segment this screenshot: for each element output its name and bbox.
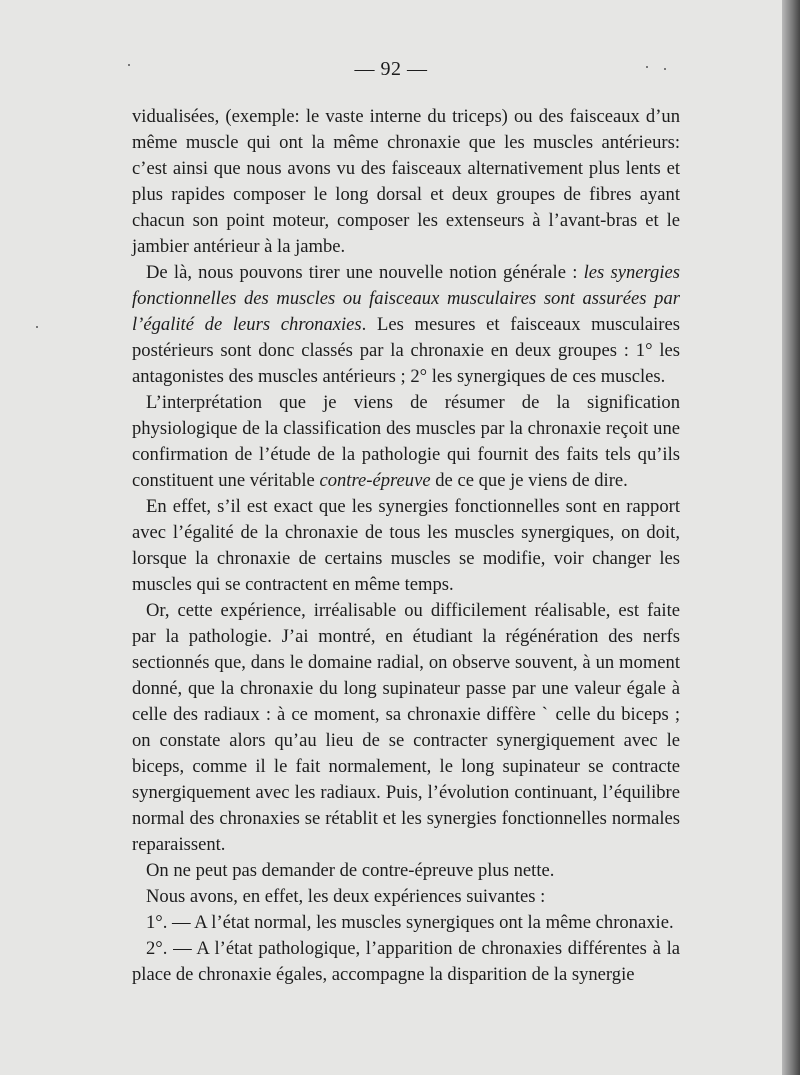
scan-speck <box>646 66 648 68</box>
paragraph-9-text: 2°. — A l’état pathologique, l’apparition de chronaxies différentes à la place de chronaxie égales, accompagne la disparition de la synergie <box>132 938 680 985</box>
paragraph-5 <box>132 598 680 858</box>
paragraph-8 <box>132 910 680 936</box>
paragraph-2-italic-rule: les synergies fonctionnelles des muscles ou faisceaux musculaires sont assurées par l’égalité de leurs chronaxies <box>132 262 680 335</box>
page-edge-shadow <box>782 0 800 1075</box>
paragraph-2 <box>132 260 680 390</box>
paragraph-8-text: 1°. — A l’état normal, les muscles synergiques ont la même chronaxie. <box>146 912 674 933</box>
paragraph-5-text: Or, cette expérience, irréalisable ou difficilement réalisable, est faite par la pathologie. J’ai montré, en étudiant la régénération des nerfs sectionnés que, dans le domaine radial, on observe souvent, à un moment donné, que la chronaxie du long supinateur passe par une valeur égale à celle des radiaux : à ce moment, sa chronaxie diffère ˋ celle du biceps ; on constate alors qu’au lieu de se contracter synergiquement avec le biceps, comme il le fait normalement, le long supinateur se contracte synergiquement avec les radiaux. Puis, l’évolution continuant, l’équilibre normal des chronaxies se rétablit et les synergies fonctionnelles normales reparaissent. <box>132 600 680 855</box>
paragraph-4 <box>132 494 680 598</box>
scan-speck <box>664 68 666 70</box>
scan-speck <box>36 326 38 328</box>
page-number: — 92 — <box>354 58 428 80</box>
paragraph-7 <box>132 884 680 910</box>
paragraph-4-text: En effet, s’il est exact que les synergies fonctionnelles sont en rapport avec l’égalité de la chronaxie de tous les muscles synergiques, on doit, lorsque la chronaxie de certains muscles se modifie, voir changer les muscles qui se contractent en même temps. <box>132 496 680 595</box>
paragraph-6-text: On ne peut pas demander de contre-épreuve plus nette. <box>146 860 555 881</box>
paragraph-1-text: vidualisées, (exemple: le vaste interne du triceps) ou des faisceaux d’un même muscle qui ont la même chronaxie que les muscles antérieurs: c’est ainsi que nous avons vu des faisceaux alternativement plus lents et plus rapides composer le long dorsal et deux groupes de fibres ayant chacun son point moteur, composer les extenseurs à l’avant-bras et le jambier antérieur à la jambe. <box>132 106 680 257</box>
paragraph-2-text-a: De là, nous pouvons tirer une nouvelle notion générale : <box>146 262 584 283</box>
paragraph-9 <box>132 936 680 988</box>
body-text <box>132 104 680 988</box>
paragraph-3-italic-term: contre-épreuve <box>319 470 431 491</box>
paragraph-7-text: Nous avons, en effet, les deux expériences suivantes : <box>146 886 546 907</box>
paragraph-1 <box>132 104 680 260</box>
paragraph-3-text-a: L’interprétation que je viens de résumer de la signification physiologique de la classification des muscles par la chronaxie reçoit une confirmation de l’étude de la pathologie qui fournit des faits tels qu’ils constituent une véritable <box>132 392 680 491</box>
paragraph-2-text-b: . Les mesures et faisceaux musculaires postérieurs sont donc classés par la chronaxie en deux groupes : 1° les antagonistes des muscles antérieurs ; 2° les synergiques de ces muscles. <box>132 314 680 387</box>
paragraph-3 <box>132 390 680 494</box>
paragraph-3-text-b: de ce que je viens de dire. <box>430 470 628 491</box>
scan-speck <box>128 64 130 66</box>
paragraph-6 <box>132 858 680 884</box>
